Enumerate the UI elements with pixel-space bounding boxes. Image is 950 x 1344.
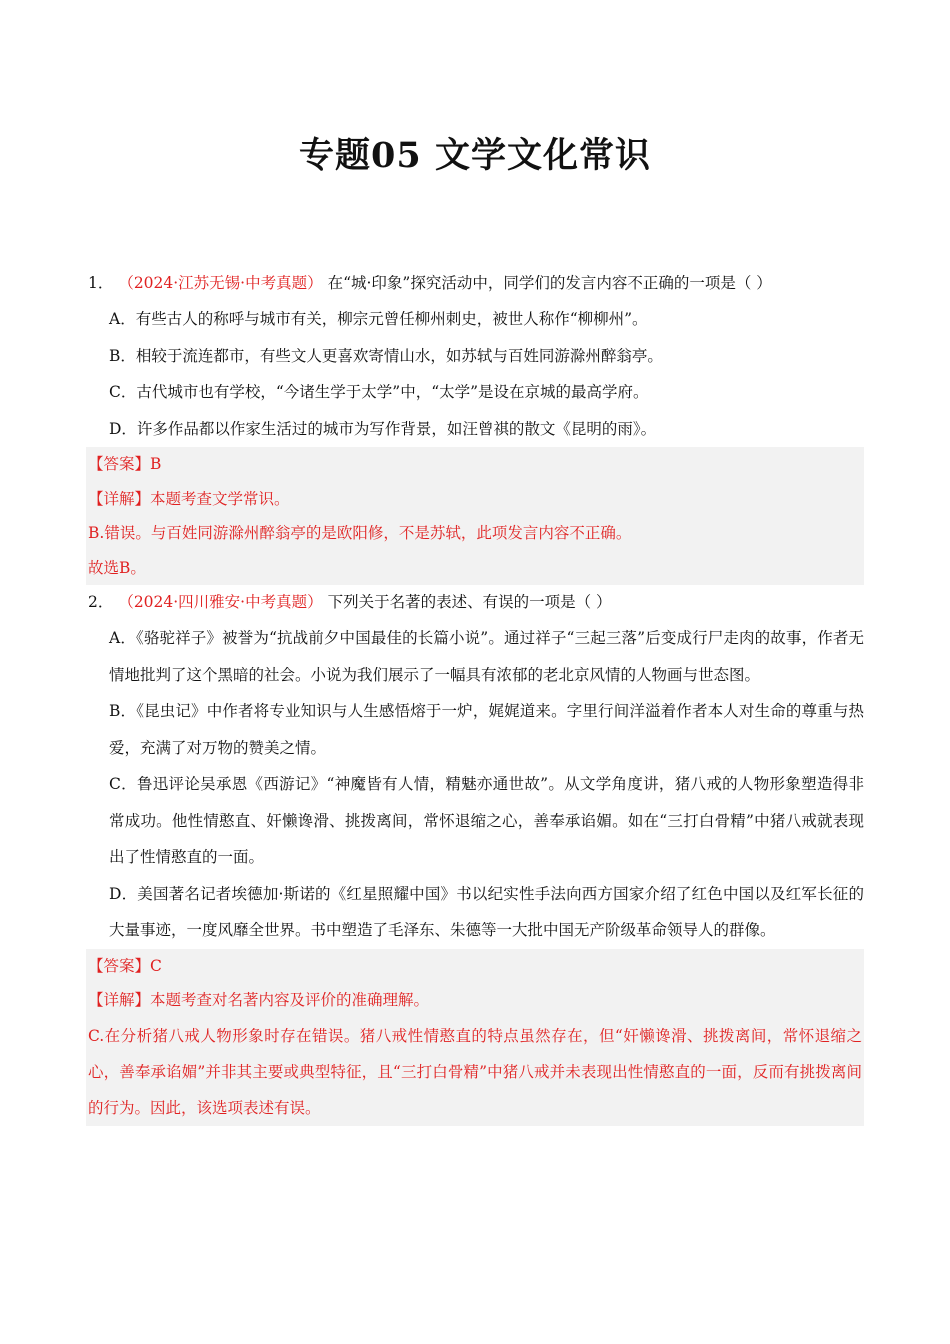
question-number: 2． <box>88 593 114 611</box>
answer-section <box>86 447 864 585</box>
question-source: （2024·四川雅安·中考真题） <box>118 593 323 611</box>
answer-line <box>88 447 862 482</box>
option-c: C．鲁迅评论吴承恩《西游记》“神魔皆有人情，精魅亦通世故”。从文学角度讲，猪八戒的人物形象塑造得非常成功。他性情憨直、奸懒谗滑、挑拨离间，常怀退缩之心，善奉承谄媚。如在“三打白骨精”中猪八戒就表现出了性情憨直的一面。 <box>109 775 864 866</box>
question-text: 在“城·印象”探究活动中，同学们的发言内容不正确的一项是（ ） <box>327 274 772 292</box>
option-d: D．许多作品都以作家生活过的城市为写作背景，如汪曾祺的散文《昆明的雨》。 <box>109 419 657 438</box>
option-c: C．古代城市也有学校，“今诸生学于太学”中，“太学”是设在京城的最高学府。 <box>109 383 649 401</box>
answer-section <box>86 949 864 1126</box>
explain-label: 【详解】 <box>88 991 151 1009</box>
explain-intro: 本题考查对名著内容及评价的准确理解。 <box>150 991 430 1009</box>
question-source: （2024·江苏无锡·中考真题） <box>118 274 323 292</box>
option-a: A．《骆驼祥子》被誉为“抗战前夕中国最佳的长篇小说”。通过祥子“三起三落”后变成行尸走肉的故事，作者无情地批判了这个黑暗的社会。小说为我们展示了一幅具有浓郁的老北京风情的人物画与世态图。 <box>109 629 864 684</box>
option-a: A．有些古人的称呼与城市有关，柳宗元曾任柳州刺史，被世人称作“柳柳州”。 <box>109 310 648 328</box>
explain-line <box>88 983 862 1018</box>
question-2 <box>86 585 864 1126</box>
explain-line <box>88 482 862 517</box>
question-stem <box>86 266 864 301</box>
answer-line <box>88 949 862 984</box>
question-stem <box>86 585 864 620</box>
answer-label: 【答案】 <box>88 455 151 473</box>
explain-detail: B.错误。与百姓同游滁州醉翁亭的是欧阳修，不是苏轼，此项发言内容不正确。 <box>88 524 632 542</box>
explain-label: 【详解】 <box>88 489 151 508</box>
explain-intro: 本题考查文学常识。 <box>150 489 290 508</box>
answer-value: C <box>150 956 162 975</box>
question-number: 1． <box>88 274 114 292</box>
page-title: 专题05 文学文化常识 <box>299 135 651 176</box>
conclusion: 故选B。 <box>88 558 146 577</box>
answer-value: B <box>150 455 162 473</box>
question-list <box>86 266 864 1126</box>
question-text: 下列关于名著的表述、有误的一项是（ ） <box>327 593 612 611</box>
answer-label: 【答案】 <box>88 956 151 975</box>
option-b: B．《昆虫记》中作者将专业知识与人生感悟熔于一炉，娓娓道来。字里行间洋溢着作者本人对生命的尊重与热爱，充满了对万物的赞美之情。 <box>109 702 864 757</box>
option-d: D．美国著名记者埃德加·斯诺的《红星照耀中国》书以纪实性手法向西方国家介绍了红色中国以及红军长征的大量事迹，一度风靡全世界。书中塑造了毛泽东、朱德等一大批中国无产阶级革命领导人的群像。 <box>109 884 864 939</box>
question-1 <box>86 266 864 585</box>
explain-detail: C.在分析猪八戒人物形象时存在错误。猪八戒性情憨直的特点虽然存在，但“奸懒谗滑、挑拨离间，常怀退缩之心，善奉承谄媚”并非其主要或典型特征，且“三打白骨精”中猪八戒并未表现出性情憨直的一面，反而有挑拨离间的行为。因此，该选项表述有误。 <box>88 1026 862 1117</box>
option-b: B．相较于流连都市，有些文人更喜欢寄情山水，如苏轼与百姓同游滁州醉翁亭。 <box>109 346 663 365</box>
